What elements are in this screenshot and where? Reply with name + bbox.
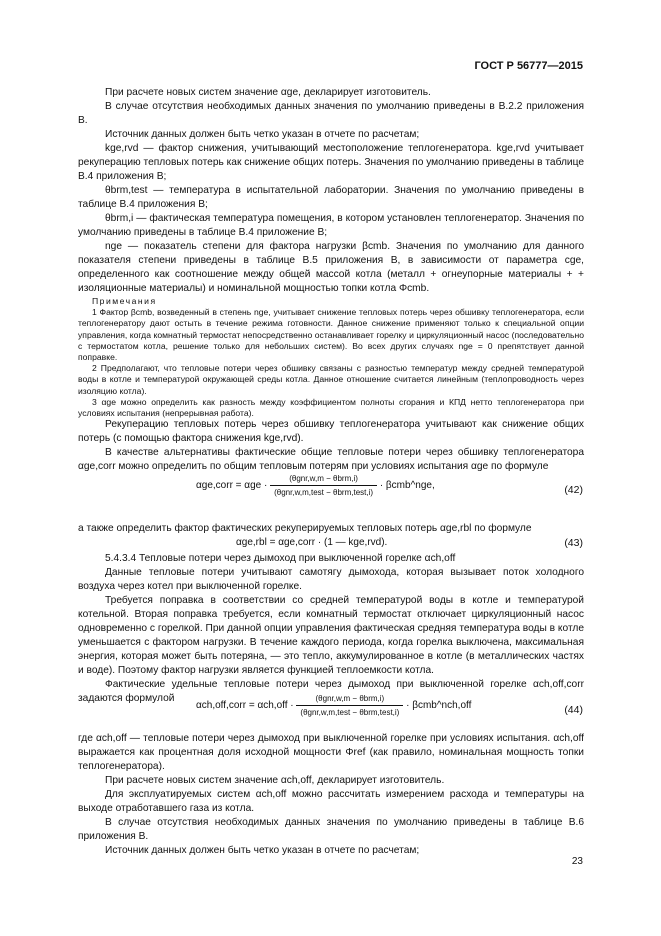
text-block-3: [78, 552, 584, 706]
equation-44: [196, 694, 471, 717]
paragraph: а также определить фактор фактических рекуперируемых тепловых потерь αge,rbl по формуле: [78, 523, 532, 534]
fraction-denominator: (θgnr,w,m,test − θbrm,test,i): [274, 488, 374, 497]
equation-number-42: (42): [564, 484, 583, 496]
equation-fraction: [296, 694, 403, 717]
equation-tail: · βcmb^nch,off: [406, 700, 472, 712]
note-item: 1 Фактор βcmb, возведенный в степень nge, учитывает снижение тепловых потерь через обшивку теплогенератора, если теплогенератору дают остыть в течение режима готовности. Данное снижение применяют только к специальной опции управления, когда комнатный термостат непосредственно останавливает горелку и циркуляционный насос (последовательно с термостатом котла, решение только для небольших систем). Во всех других случаях nge = 0 препятствует данной поправке.: [78, 307, 584, 363]
paragraph: Источник данных должен быть четко указан в отчете по расчетам;: [105, 129, 420, 140]
text-block-2: [78, 418, 584, 474]
notes-block: [78, 296, 584, 419]
equation-fraction: [270, 474, 377, 497]
equation-lhs: αge,corr = αge ·: [196, 480, 268, 492]
text-block-4: [78, 732, 584, 858]
note-item: 3 αge можно определить как разность между коэффициентом полноты сгорания и КПД нетто теплогенератора при условиях испытания (непрерывная работа).: [78, 396, 584, 419]
paragraph: При расчете новых систем значение αch,off, декларирует изготовитель.: [105, 775, 445, 786]
equation-42: [196, 474, 435, 497]
paragraph: В качестве альтернативы фактические общие тепловые потери через обшивку теплогенератора αge,corr можно определить по общим тепловым потерям при условиях испытания αge по формуле: [78, 447, 584, 472]
text-block-1: [78, 86, 584, 296]
paragraph: В случае отсутствия необходимых данных значения по умолчанию приведены в В.2.2 приложения В.: [78, 101, 584, 126]
equation-number-44: (44): [564, 704, 583, 716]
fraction-numerator: (θgnr,w,m − θbrm,i): [270, 474, 377, 486]
paragraph: Требуется поправка в соответствии со средней температурой воды в котле и температурой котельной. Вторая поправка требуется, если комнатный термостат отключает циркуляционный насос одновременно с горелкой. При данной опции управления фактическая средняя температура воды в котле уменьшается с фактором нагрузки. В течение каждого периода, когда горелка выключена, максимальная энергия, которая может быть потеряна, — это тепло, аккумулированное в котле (в металлических частях и воде). Поэтому фактор нагрузки является функцией теплоемкости котла.: [78, 595, 584, 676]
paragraph: В случае отсутствия необходимых данных значения по умолчанию приведены в таблице В.6 приложения В.: [78, 817, 584, 842]
paragraph: θbrm,test — температура в испытательной лаборатории. Значения по умолчанию приведены в таблице В.4 приложения В;: [78, 185, 584, 210]
note-item: 2 Предполагают, что тепловые потери через обшивку связаны с разностью температур между средней температурой воды в котле и температурой окружающей среды котла. Данное отношение считается линейным (теплопроводность через изоляцию котла).: [78, 363, 584, 396]
notes-title: Примечания: [92, 296, 157, 306]
paragraph: kge,rvd — фактор снижения, учитывающий местоположение теплогенератора. kge,rvd учитывает рекуперацию тепловых потерь как снижение общих потерь. Значения по умолчанию приведены в таблице В.4 приложения В;: [78, 143, 584, 182]
paragraph: где αch,off — тепловые потери через дымоход при выключенной горелке при условиях испытания. αch,off выражается как процентная доля исходной мощности Φref (как правило, номинальная мощность топки теплогенератора).: [78, 733, 584, 772]
page-number: 23: [571, 856, 583, 867]
fraction-numerator: (θgnr,w,m − θbrm,i): [296, 694, 403, 706]
paragraph: При расчете новых систем значение αge, декларирует изготовитель.: [105, 87, 431, 98]
paragraph: θbrm,i — фактическая температура помещения, в котором установлен теплогенератор. Значения по умолчанию приведены в таблице В.4 приложение В;: [78, 213, 584, 238]
equation-tail: · βcmb^nge,: [379, 480, 435, 492]
fraction-denominator: (θgnr,w,m,test − θbrm,test,i): [300, 708, 400, 717]
paragraph: Данные тепловые потери учитывают самотягу дымохода, которая вызывает поток холодного воздуха через котел при выключенной горелке.: [78, 567, 584, 592]
paragraph: Для эксплуатируемых систем αch,off можно рассчитать измерением расхода и температуры на выходе отработавшего газа из котла.: [78, 789, 584, 814]
standard-header: ГОСТ Р 56777—2015: [474, 60, 583, 72]
text-line-43: [78, 522, 584, 536]
section-heading: 5.4.3.4 Тепловые потери через дымоход при выключенной горелке αch,off: [105, 553, 456, 564]
equation-lhs: αch,off,corr = αch,off ·: [196, 700, 294, 712]
paragraph: Источник данных должен быть четко указан в отчете по расчетам;: [105, 845, 420, 856]
equation-43: αge,rbl = αge,corr · (1 — kge,rvd).: [236, 537, 388, 548]
paragraph: nge — показатель степени для фактора нагрузки βcmb. Значения по умолчанию для данного показателя степени приведены в таблице В.5 приложения В, в зависимости от параметра cge, определенного как соотношение между общей массой котла (металл + огнеупорные материалы + + изоляционные материалы) и номинальной мощностью топки котла Φcmb.: [78, 241, 584, 294]
equation-number-43: (43): [564, 537, 583, 549]
paragraph: Фактические удельные тепловые потери через дымоход при выключенной горелке αch,off,corr задаются формулой: [78, 679, 584, 704]
paragraph: Рекуперацию тепловых потерь через обшивку теплогенератора учитывают как снижение общих потерь (с помощью фактора снижения kge,rvd).: [78, 419, 584, 444]
